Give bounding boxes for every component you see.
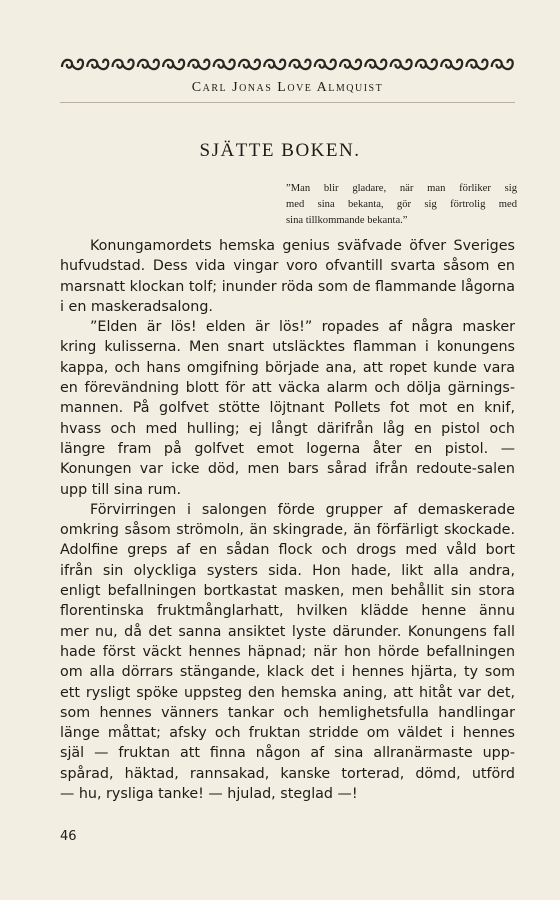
text-line: en förevändning blott för att väcka alarm och dölja gärnings- — [60, 380, 515, 397]
ornament-scroll — [315, 60, 336, 70]
ornament-scroll — [113, 60, 134, 70]
text-line: hufvudstad. Dess vida vingar voro ofvantill svarta såsom en — [60, 258, 515, 275]
ornament-scroll — [264, 60, 285, 70]
text-line: kappa, och hans omgifning började ana, att ropet kunde vara — [60, 359, 515, 376]
text-line: Konungen var icke död, men bars sårad ifrån redoute-salen — [60, 461, 515, 478]
decorative-ornament-band — [60, 53, 515, 75]
ornament-scroll — [492, 60, 513, 70]
text-line: längre fram på golfvet emot logerna åter en pistol. — — [60, 440, 515, 457]
text-line: länge måttat; afsky och fruktan stridde om väldet i hennes — [60, 725, 515, 742]
chapter-title: SJÄTTE BOKEN. — [199, 140, 361, 161]
text-line: spårad, häktad, rannsakad, kanske torterad, dömd, utförd — [60, 765, 515, 782]
ornament-scroll — [138, 60, 159, 70]
text-line: — hu, rysliga tanke! — hjulad, steglad —! — [60, 786, 358, 803]
text-line: kring kulisserna. Men snart utsläcktes flamman i konungens — [60, 339, 515, 356]
running-head: Carl Jonas Love Almquist — [191, 80, 384, 95]
ornament-scroll — [365, 60, 386, 70]
page-number: 46 — [60, 829, 77, 844]
epigraph-line: sina tillkommande bekanta.” — [286, 215, 408, 226]
epigraph — [286, 181, 517, 229]
text-line: hvass och med hulling; ej långt därifrån låg en pistol och — [60, 420, 515, 437]
text-line: omkring såsom strömoln, än skingrade, än förfärligt skockade. — [60, 522, 515, 539]
header-rule — [60, 102, 515, 103]
text-line: i en maskeradsalong. — [60, 298, 213, 315]
text-line: Konungamordets hemska genius sväfvade öfver Sveriges — [90, 238, 515, 254]
text-line: ett rysligt spöke uppsteg den hemska aning, att hitåt var det, — [60, 684, 515, 701]
ornament-scroll — [391, 60, 412, 70]
ornament-scroll — [87, 60, 108, 70]
ornament-scroll — [340, 60, 361, 70]
text-line: Förvirringen i salongen förde grupper af demaskerade — [90, 501, 515, 518]
ornament-scroll — [188, 60, 209, 70]
ornament-scroll — [441, 60, 462, 70]
epigraph-line: ”Man blir gladare, när man förliker sig — [286, 183, 517, 194]
text-line: som hennes vänners tankar och hemlighetsfulla handlingar — [60, 704, 515, 721]
text-line: enligt befallningen bortkastat masken, men behållit sin stora — [60, 583, 515, 600]
ornament-scroll — [239, 60, 260, 70]
epigraph-line: med sina bekanta, gör sig förtrolig med — [286, 199, 517, 210]
text-line: om alla dörrars stängande, klack det i hennes hjärta, ty som — [60, 664, 515, 681]
ornament-scroll — [62, 60, 83, 70]
text-line: mer nu, då det sanna ansiktet lyste därunder. Konungens fall — [60, 623, 515, 640]
ornament-scroll — [163, 60, 184, 70]
ornament-scroll — [466, 60, 487, 70]
ornament-scroll — [214, 60, 235, 70]
text-line: ”Elden är lös! elden är lös!” ropades af några masker — [90, 319, 515, 336]
ornament-scroll — [290, 60, 311, 70]
ornament-scroll — [416, 60, 437, 70]
text-line: Adolfine greps af en sådan flock och drogs med våld bort — [60, 542, 515, 559]
body-text — [60, 236, 515, 804]
text-line: hade först väckt hennes häpnad; när hon hörde befallningen — [60, 643, 515, 660]
text-line: upp till sina rum. — [60, 481, 182, 498]
text-line: florentinska fruktmånglarhatt, hvilken klädde henne ännu — [60, 603, 515, 620]
text-line: marsnatt klockan tolf; inunder röda som de flammande lågorna — [60, 278, 515, 295]
text-line: ifrån sin olyckliga systers sida. Hon hade, likt alla andra, — [60, 562, 515, 579]
text-line: själ — fruktan att finna någon af sina allranärmaste upp- — [60, 745, 515, 762]
text-line: mannen. På golfvet stötte löjtnant Pollets fot mot en knif, — [60, 400, 515, 417]
